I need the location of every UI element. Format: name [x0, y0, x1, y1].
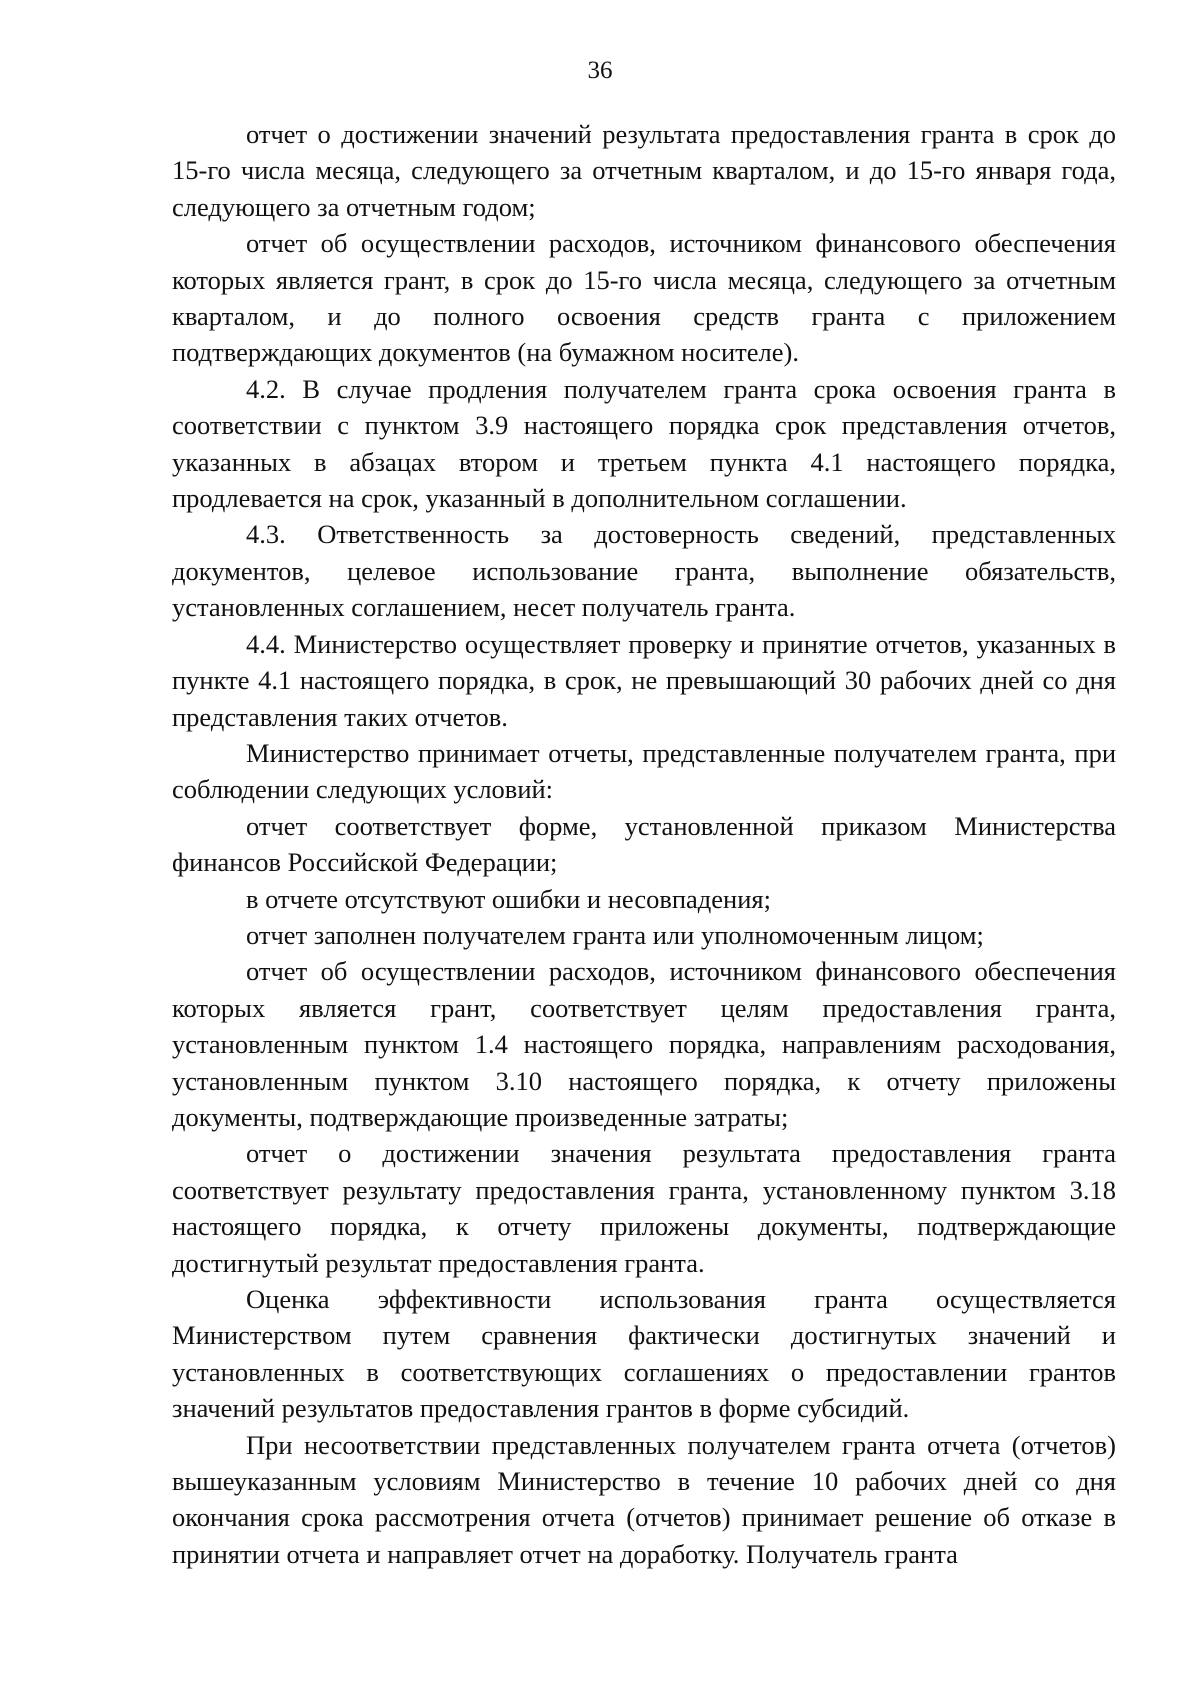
page-number: 36 [587, 57, 613, 84]
document-body [172, 116, 1116, 1572]
paragraph-condition-result: отчет о достижении значения результата предоставления гранта соответствует результату предоставления гранта, установленному пунктом 3.18 настоящего порядка, к отчету приложены документы, подтверждающие достигнутый результат предоставления гранта. [172, 1138, 1116, 1278]
paragraph-4-4: 4.4. Министерство осуществляет проверку и принятие отчетов, указанных в пункте 4.1 настоящего порядка, в срок, не превышающий 30 рабочих дней со дня представления таких отчетов. [172, 628, 1116, 732]
paragraph-report-results: отчет о достижении значений результата предоставления гранта в срок до 15-го числа месяца, следующего за отчетным кварталом, и до 15-го января года, следующего за отчетным годом; [172, 119, 1116, 222]
paragraph-report-expenses: отчет об осуществлении расходов, источником финансового обеспечения которых является грант, в срок до 15-го числа месяца, следующего за отчетным кварталом, и до полного освоения средств гранта с приложением подтверждающих документов (на бумажном носителе). [172, 228, 1116, 368]
paragraph-condition-filled: отчет заполнен получателем гранта или уполномоченным лицом; [246, 919, 984, 950]
paragraph-acceptance-conditions: Министерство принимает отчеты, представленные получателем гранта, при соблюдении следующих условий: [172, 737, 1116, 805]
paragraph-condition-no-errors: в отчете отсутствуют ошибки и несовпадения; [246, 883, 771, 914]
paragraph-4-3: 4.3. Ответственность за достоверность сведений, представленных документов, целевое использование гранта, выполнение обязательств, установленных соглашением, несет получатель гранта. [172, 519, 1116, 623]
paragraph-efficiency-evaluation: Оценка эффективности использования гранта осуществляется Министерством путем сравнения фактически достигнутых значений и установленных в соответствующих соглашениях о предоставлении грантов значений результатов предоставления грантов в форме субсидий. [172, 1284, 1116, 1424]
paragraph-nonconformity: При несоответствии представленных получателем гранта отчета (отчетов) вышеуказанным условиям Министерство в течение 10 рабочих дней со дня окончания срока рассмотрения отчета (отчетов) принимает решение об отказе в принятии отчета и направляет отчет на доработку. Получатель гранта [172, 1429, 1116, 1569]
paragraph-condition-expenses: отчет об осуществлении расходов, источником финансового обеспечения которых является грант, соответствует целям предоставления гранта, установленным пунктом 1.4 настоящего порядка, направлениям расходования, установленным пунктом 3.10 настоящего порядка, к отчету приложены документы, подтверждающие произведенные затраты; [172, 956, 1116, 1132]
paragraph-4-2: 4.2. В случае продления получателем гранта срока освоения гранта в соответствии с пунктом 3.9 настоящего порядка срок представления отчетов, указанных в абзацах втором и третьем пункта 4.1 настоящего порядка, продлевается на срок, указанный в дополнительном соглашении. [172, 373, 1116, 514]
paragraph-condition-form: отчет соответствует форме, установленной приказом Министерства финансов Российской Федерации; [172, 810, 1116, 878]
